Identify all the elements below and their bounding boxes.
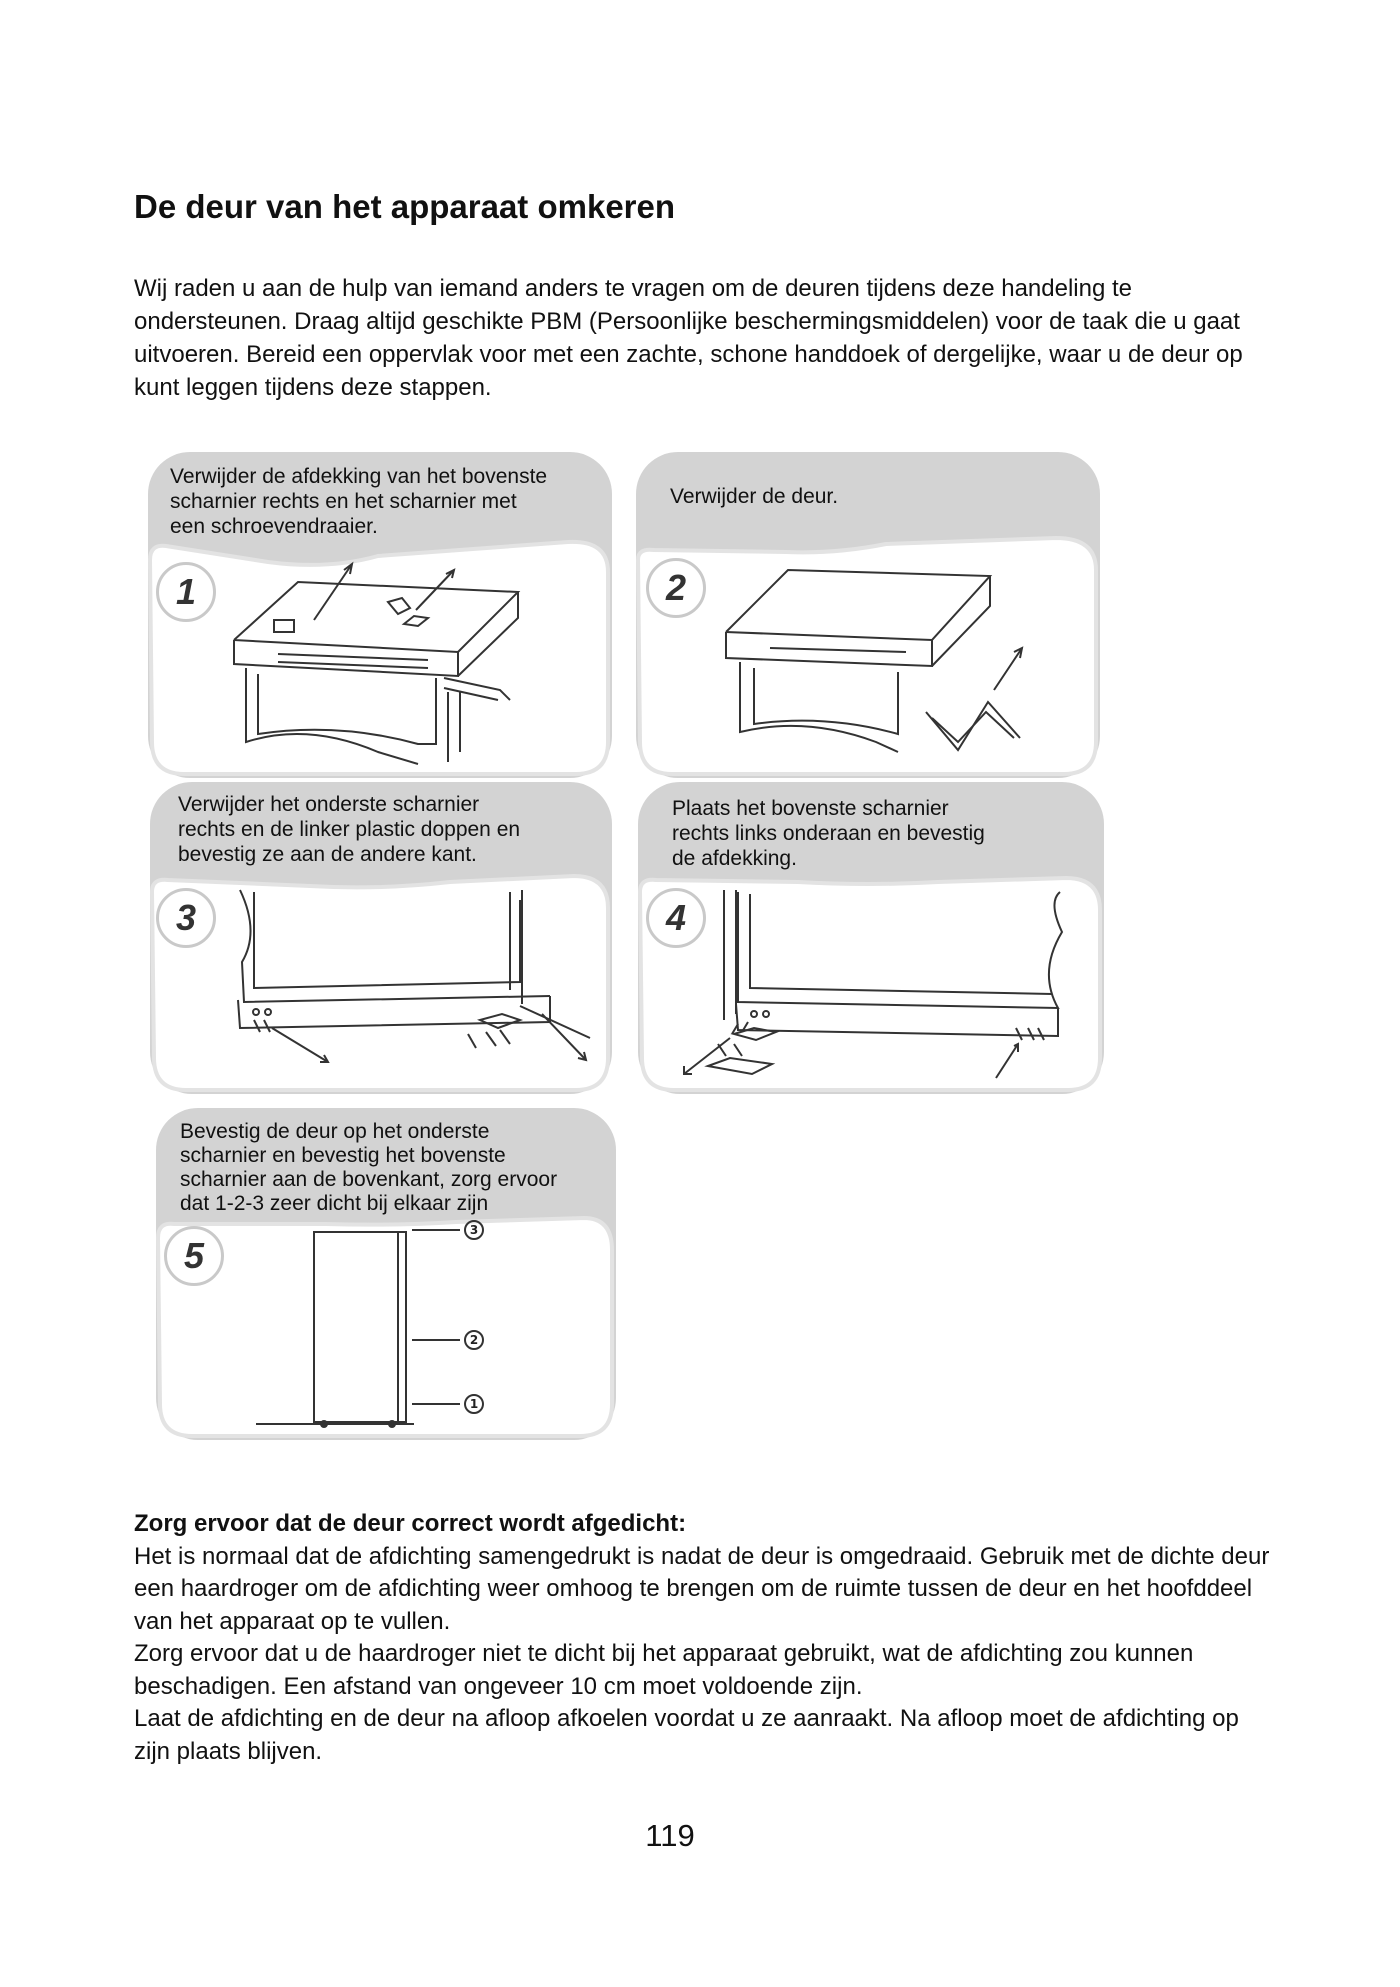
seal-paragraph-3: Laat de afdichting en de deur na afloop afkoelen voordat u ze aanraakt. Na afloop moet de afdichting op zijn plaats blijven.	[134, 1705, 1239, 1765]
diagram-label-2: 2	[469, 1333, 479, 1347]
step-4-panel	[638, 782, 1104, 1094]
step-2-number: 2	[646, 558, 706, 618]
step-2-panel	[636, 452, 1100, 778]
step-1-caption: Verwijder de afdekking van het bovenste scharnier rechts en het scharnier met een schroevendraaier.	[170, 465, 548, 538]
step-4-caption: Plaats het bovenste scharnier rechts links onderaan en bevestig de afdekking.	[672, 797, 985, 870]
step-5-caption: Bevestig de deur op het onderste scharnier en bevestig het bovenste scharnier aan de bovenkant, zorg ervoor dat 1-2-3 zeer dicht bij elkaar zijn	[180, 1120, 558, 1215]
diagram-label-3: 3	[469, 1223, 479, 1237]
seal-paragraph-2: Zorg ervoor dat u de haardroger niet te dicht bij het apparaat gebruikt, wat de afdichting zou kunnen beschadigen. Een afstand van ongeveer 10 cm moet voldoende zijn.	[134, 1640, 1194, 1700]
diagram-label-1: 1	[469, 1397, 479, 1411]
step-1-panel	[148, 452, 612, 778]
step-3-number: 3	[156, 888, 216, 948]
step-1-number: 1	[156, 562, 216, 622]
intro-paragraph: Wij raden u aan de hulp van iemand anders te vragen om de deuren tijdens deze handeling te ondersteunen. Draag altijd geschikte PBM (Persoonlijke beschermingsmiddelen) voor de taak die u gaat uitvoeren. Bereid een oppervlak voor met een zachte, schone handdoek of dergelijke, waar u de deur op kunt leggen tijdens deze stappen.	[134, 275, 1243, 401]
step-3-panel	[150, 782, 612, 1094]
step-5-number: 5	[164, 1226, 224, 1286]
page-title: De deur van het apparaat omkeren	[134, 188, 676, 225]
seal-paragraph-1: Het is normaal dat de afdichting samengedrukt is nadat de deur is omgedraaid. Gebruik met de dichte deur een haardroger om de afdichting weer omhoog te brengen om de ruimte tussen de deur en het hoofddeel van het apparaat op te vullen.	[134, 1542, 1270, 1635]
step-2-caption: Verwijder de deur.	[670, 485, 839, 508]
step-5-panel	[156, 1108, 616, 1440]
step-4-number: 4	[646, 888, 706, 948]
seal-heading: Zorg ervoor dat de deur correct wordt afgedicht:	[134, 1510, 687, 1537]
seal-section	[134, 1508, 1274, 1768]
page-number: 119	[645, 1818, 695, 1853]
step-3-caption: Verwijder het onderste scharnier rechts en de linker plastic doppen en bevestig ze aan de andere kant.	[178, 793, 521, 866]
